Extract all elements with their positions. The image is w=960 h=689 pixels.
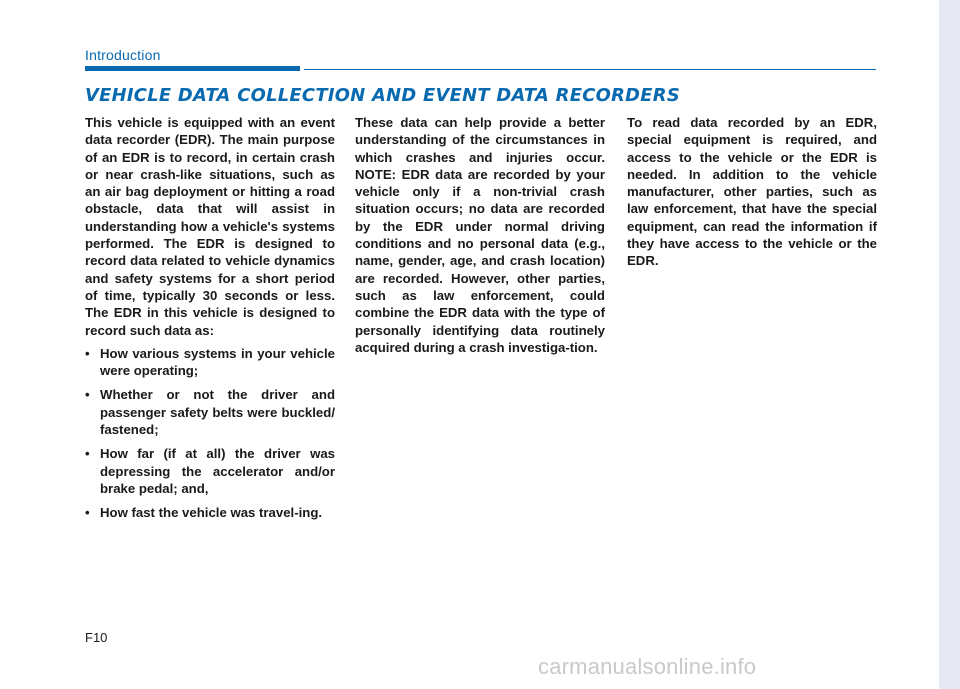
data-recorded-list xyxy=(85,345,335,522)
header-rule-thin xyxy=(304,69,876,70)
intro-paragraph: This vehicle is equipped with an event data recorder (EDR). The main purpose of an EDR is to record, in certain crash or near crash-like situations, such as an air bag deployment or hitting a road obstacle, data that will assist in understanding how a vehicle's systems performed. The EDR is designed to record data related to vehicle dynamics and safety systems for a short period of time, typically 30 seconds or less. The EDR in this vehicle is designed to record such data as: xyxy=(85,115,335,338)
edr-note-paragraph: These data can help provide a better understanding of the circumstances in which crashes and injuries occur. NOTE: EDR data are recorded by your vehicle only if a non-trivial crash situation occurs; no data are recorded by the EDR under normal driving conditions and no personal data (e.g., name, gender, age, and crash location) are recorded. However, other parties, such as law enforcement, could combine the EDR data with the type of personally identifying data routinely acquired during a crash investiga-tion. xyxy=(355,115,605,355)
side-strip xyxy=(939,0,960,689)
section-label: Introduction xyxy=(85,47,161,63)
page-number: F10 xyxy=(85,630,108,645)
list-item: • Whether or not the driver and passenger safety belts were buckled/ fastened; xyxy=(85,386,335,438)
watermark: carmanualsonline.info xyxy=(538,654,757,679)
list-item: • How fast the vehicle was travel-ing. xyxy=(85,504,335,521)
column-1 xyxy=(85,114,335,529)
column-3 xyxy=(627,114,877,276)
header-rule-thick xyxy=(85,66,300,71)
column-2 xyxy=(355,114,605,362)
page-title: VEHICLE DATA COLLECTION AND EVENT DATA RECORDERS xyxy=(85,86,680,106)
list-item: • How various systems in your vehicle were operating; xyxy=(85,345,335,380)
edr-access-paragraph: To read data recorded by an EDR, special equipment is required, and access to the vehicle or the EDR is needed. In addition to the vehicle manufacturer, other parties, such as law enforcement, that have the special equipment, can read the information if they have access to the vehicle or the EDR. xyxy=(627,115,877,269)
list-item: • How far (if at all) the driver was depressing the accelerator and/or brake pedal; and, xyxy=(85,445,335,497)
